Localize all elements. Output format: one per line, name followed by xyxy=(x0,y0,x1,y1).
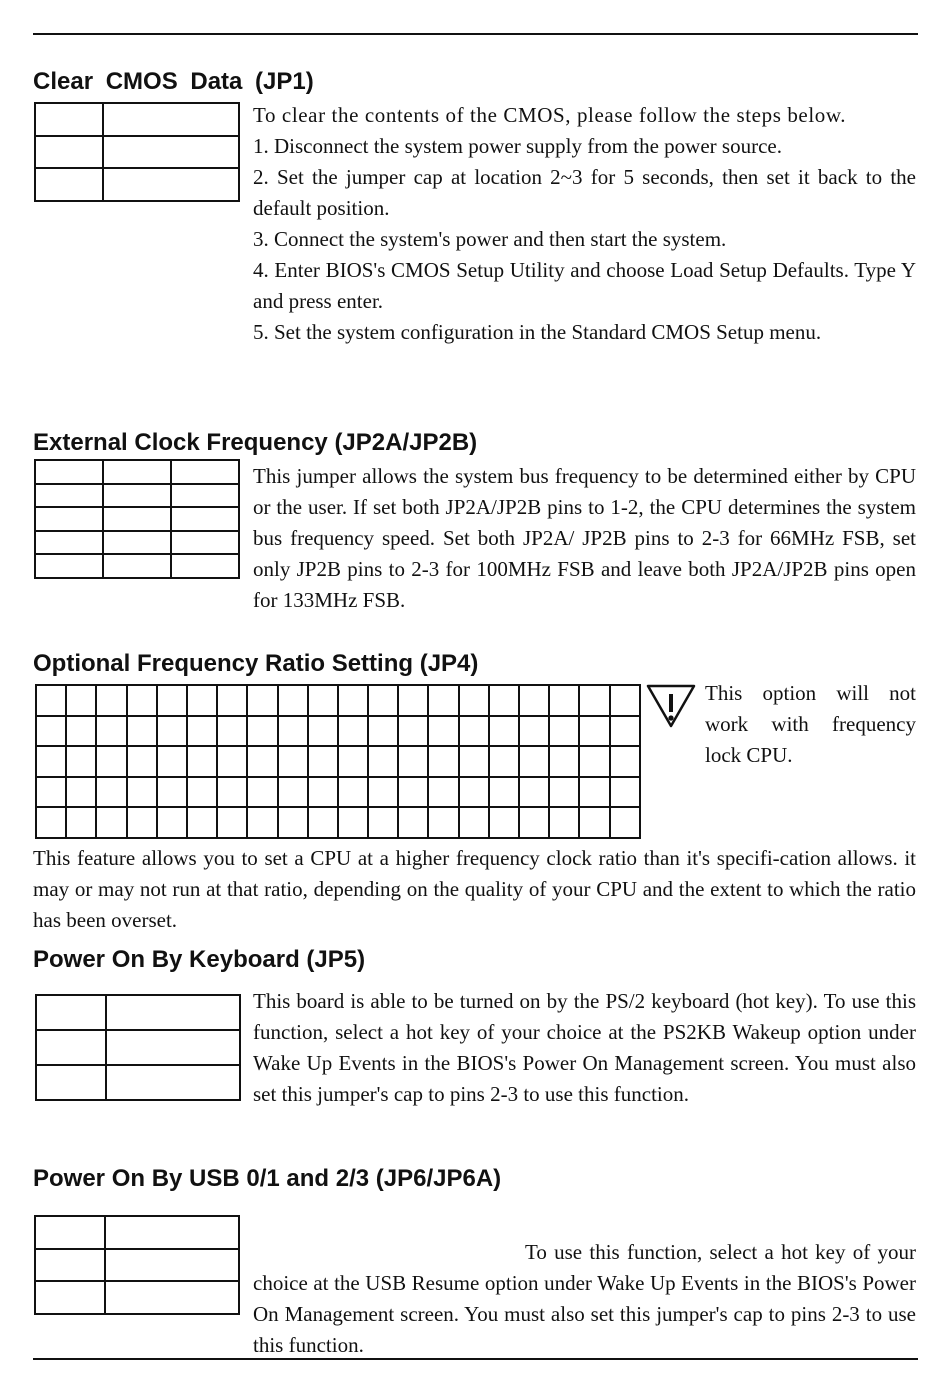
warning-icon xyxy=(645,682,697,730)
jp1-intro: To clear the contents of the CMOS, please follow the steps below. xyxy=(253,103,847,127)
jumper-table-jp1 xyxy=(34,102,240,202)
jp1-step-5: 5. Set the system configuration in the Standard CMOS Setup menu. xyxy=(253,320,822,344)
grid-cell xyxy=(579,716,609,747)
grid-cell xyxy=(96,685,126,716)
section-heading-jp2: External Clock Frequency (JP2A/JP2B) xyxy=(33,429,478,456)
grid-cell xyxy=(187,807,217,838)
section-heading-jp5: Power On By Keyboard (JP5) xyxy=(33,946,366,973)
grid-cell xyxy=(489,777,519,808)
grid-cell xyxy=(579,685,609,716)
section-body-jp2 xyxy=(253,461,916,616)
grid-cell xyxy=(217,685,247,716)
jp1-step-2: 2. Set the jumper cap at location 2~3 for 5 seconds, then set it back to the default position. xyxy=(253,165,916,220)
grid-cell xyxy=(398,746,428,777)
grid-cell xyxy=(247,777,277,808)
grid-cell xyxy=(338,807,368,838)
grid-cell xyxy=(489,807,519,838)
grid-cell xyxy=(338,746,368,777)
section-heading-jp1: Clear CMOS Data (JP1) xyxy=(33,68,314,95)
jp5-description: This board is able to be turned on by the PS/2 keyboard (hot key). To use this function, select a hot key of your choice at the PS2KB Wakeup option under Wake Up Events in the BIOS's Power On Management screen. You must also set this jumper's cap to pins 2-3 to use this function. xyxy=(253,989,916,1106)
grid-cell xyxy=(187,746,217,777)
grid-cell xyxy=(66,777,96,808)
grid-cell xyxy=(428,716,458,747)
grid-cell xyxy=(36,716,66,747)
grid-cell xyxy=(278,685,308,716)
section-body-jp5 xyxy=(253,986,916,1110)
grid-cell xyxy=(459,685,489,716)
grid-cell xyxy=(157,716,187,747)
grid-cell xyxy=(368,716,398,747)
grid-cell xyxy=(338,685,368,716)
jp1-step-3: 3. Connect the system's power and then start the system. xyxy=(253,227,727,251)
grid-cell xyxy=(36,777,66,808)
grid-cell xyxy=(278,716,308,747)
jp2-description: This jumper allows the system bus frequency to be determined either by CPU or the user. If set both JP2A/JP2B pins to 1-2, the CPU determines the system bus frequency speed. Set both JP2A/ JP2B pins to 2-3 for 66MHz FSB, set only JP2B pins to 2-3 for 100MHz FSB and leave both JP2A/JP2B pins open for 133MHz FSB. xyxy=(253,464,916,612)
grid-cell xyxy=(519,777,549,808)
grid-cell xyxy=(247,807,277,838)
grid-cell xyxy=(428,685,458,716)
section-heading-jp6: Power On By USB 0/1 and 2/3 (JP6/JP6A) xyxy=(33,1165,502,1192)
grid-cell xyxy=(519,685,549,716)
grid-cell xyxy=(428,746,458,777)
grid-cell xyxy=(398,685,428,716)
grid-cell xyxy=(157,746,187,777)
grid-cell xyxy=(96,807,126,838)
grid-cell xyxy=(398,716,428,747)
jumper-table-jp4 xyxy=(35,684,641,839)
grid-cell xyxy=(398,807,428,838)
grid-cell xyxy=(308,685,338,716)
grid-cell xyxy=(549,746,579,777)
jumper-table-jp6 xyxy=(34,1215,240,1315)
grid-cell xyxy=(338,777,368,808)
jp1-step-1: 1. Disconnect the system power supply from the power source. xyxy=(253,134,782,158)
grid-cell xyxy=(519,807,549,838)
grid-cell xyxy=(157,777,187,808)
grid-cell xyxy=(36,746,66,777)
grid-cell xyxy=(36,685,66,716)
grid-cell xyxy=(127,685,157,716)
grid-cell xyxy=(308,807,338,838)
grid-cell xyxy=(96,746,126,777)
grid-cell xyxy=(217,807,247,838)
grid-cell xyxy=(217,716,247,747)
jp4-warning: This option will not work with frequency lock CPU. xyxy=(705,681,916,767)
grid-cell xyxy=(368,777,398,808)
grid-cell xyxy=(187,777,217,808)
top-rule xyxy=(33,33,918,35)
grid-cell xyxy=(308,777,338,808)
grid-cell xyxy=(610,746,640,777)
grid-cell xyxy=(610,716,640,747)
grid-cell xyxy=(278,777,308,808)
grid-cell xyxy=(549,716,579,747)
grid-cell xyxy=(519,716,549,747)
grid-cell xyxy=(36,807,66,838)
grid-cell xyxy=(96,716,126,747)
grid-cell xyxy=(368,746,398,777)
grid-cell xyxy=(610,807,640,838)
jp6-description: To use this function, select a hot key of your choice at the USB Resume option under Wake Up Events in the BIOS's Power On Management screen. You must also set this jumper's cap to pins 2-3 to use this function. xyxy=(253,1240,916,1357)
grid-cell xyxy=(308,746,338,777)
grid-cell xyxy=(489,685,519,716)
grid-cell xyxy=(157,685,187,716)
grid-cell xyxy=(217,777,247,808)
grid-cell xyxy=(217,746,247,777)
grid-cell xyxy=(398,777,428,808)
jumper-table-jp2 xyxy=(34,459,240,579)
grid-cell xyxy=(187,685,217,716)
grid-cell xyxy=(549,777,579,808)
grid-cell xyxy=(368,685,398,716)
grid-cell xyxy=(459,777,489,808)
grid-cell xyxy=(247,685,277,716)
grid-cell xyxy=(308,716,338,747)
grid-cell xyxy=(157,807,187,838)
grid-cell xyxy=(428,807,458,838)
grid-cell xyxy=(127,777,157,808)
grid-cell xyxy=(66,807,96,838)
grid-cell xyxy=(66,685,96,716)
grid-cell xyxy=(459,746,489,777)
grid-cell xyxy=(278,807,308,838)
section-body-jp4 xyxy=(33,843,916,936)
grid-cell xyxy=(66,746,96,777)
grid-cell xyxy=(459,716,489,747)
grid-cell xyxy=(519,746,549,777)
jp4-description: This feature allows you to set a CPU at a higher frequency clock ratio than it's specifi-cation allows. it may or may not run at that ratio, depending on the quality of your CPU and the extent to which the ratio has been overset. xyxy=(33,846,916,932)
grid-cell xyxy=(459,807,489,838)
grid-cell xyxy=(579,807,609,838)
grid-cell xyxy=(549,807,579,838)
grid-cell xyxy=(428,777,458,808)
grid-cell xyxy=(247,716,277,747)
grid-cell xyxy=(127,746,157,777)
grid-cell xyxy=(579,746,609,777)
grid-cell xyxy=(489,716,519,747)
grid-cell xyxy=(66,716,96,747)
section-body-jp1 xyxy=(253,100,916,348)
grid-cell xyxy=(127,716,157,747)
grid-cell xyxy=(610,777,640,808)
warning-note-jp4 xyxy=(705,678,916,771)
grid-cell xyxy=(338,716,368,747)
grid-cell xyxy=(368,807,398,838)
grid-cell xyxy=(96,777,126,808)
section-heading-jp4: Optional Frequency Ratio Setting (JP4) xyxy=(33,650,479,677)
grid-cell xyxy=(579,777,609,808)
grid-cell xyxy=(127,807,157,838)
grid-cell xyxy=(489,746,519,777)
grid-cell xyxy=(610,685,640,716)
grid-cell xyxy=(247,746,277,777)
bottom-rule xyxy=(33,1358,918,1360)
jp1-step-4: 4. Enter BIOS's CMOS Setup Utility and choose Load Setup Defaults. Type Y and press enter. xyxy=(253,258,916,313)
jumper-table-jp5 xyxy=(35,994,241,1101)
section-body-jp6 xyxy=(253,1237,916,1361)
grid-cell xyxy=(278,746,308,777)
grid-cell xyxy=(187,716,217,747)
grid-cell xyxy=(549,685,579,716)
